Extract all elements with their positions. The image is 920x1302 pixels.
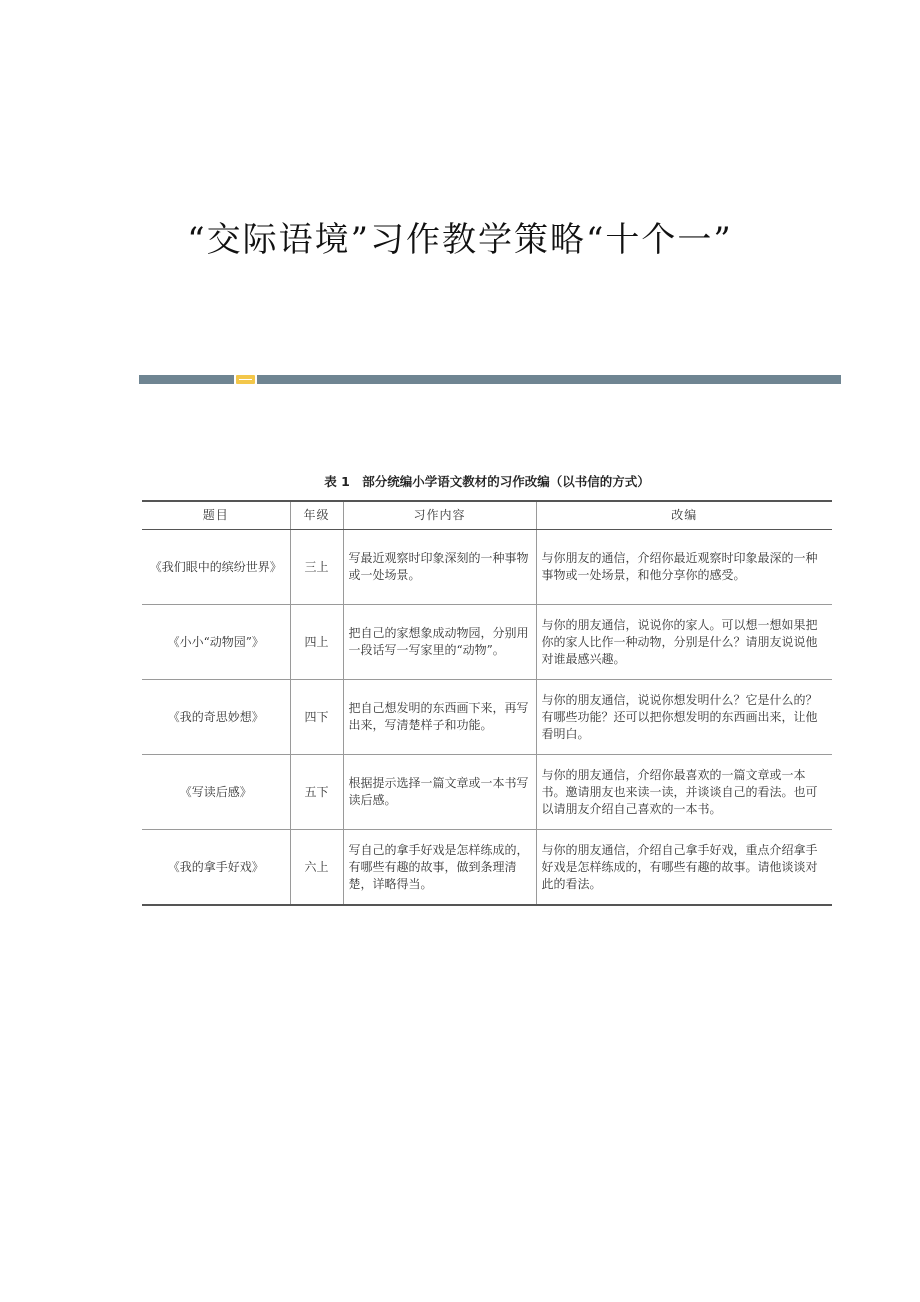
table-row — [142, 830, 832, 906]
cell-content: 把自己的家想象成动物园，分别用一段话写一写家里的“动物”。 — [343, 605, 536, 680]
cell-title: 《小小“动物园”》 — [142, 605, 290, 680]
cell-title: 《我们眼中的缤纷世界》 — [142, 530, 290, 605]
section-divider — [139, 375, 841, 384]
table-header-row — [142, 501, 832, 530]
divider-bar-right — [257, 375, 841, 384]
table-row — [142, 680, 832, 755]
table-container — [142, 500, 832, 906]
header-grade: 年级 — [290, 501, 343, 530]
adaptation-table — [142, 500, 832, 906]
table-row — [142, 755, 832, 830]
header-title: 题目 — [142, 501, 290, 530]
cell-grade: 五下 — [290, 755, 343, 830]
table-caption: 表 1 部分统编小学语文教材的习作改编（以书信的方式） — [324, 474, 650, 489]
cell-content: 根据提示选择一篇文章或一本书写读后感。 — [343, 755, 536, 830]
cell-grade: 三上 — [290, 530, 343, 605]
cell-title: 《我的奇思妙想》 — [142, 680, 290, 755]
cell-content: 写自己的拿手好戏是怎样练成的，有哪些有趣的故事，做到条理清楚，详略得当。 — [343, 830, 536, 906]
divider-badge-icon — [236, 375, 255, 384]
cell-grade: 四上 — [290, 605, 343, 680]
cell-title: 《我的拿手好戏》 — [142, 830, 290, 906]
header-adaptation: 改编 — [536, 501, 832, 530]
divider-bar-left — [139, 375, 234, 384]
cell-adaptation: 与你朋友的通信，介绍你最近观察时印象最深的一种事物或一处场景，和他分享你的感受。 — [536, 530, 832, 605]
table-row — [142, 530, 832, 605]
cell-adaptation: 与你的朋友通信，说说你的家人。可以想一想如果把你的家人比作一种动物，分别是什么？请朋友说说他对谁最感兴趣。 — [536, 605, 832, 680]
header-content: 习作内容 — [343, 501, 536, 530]
cell-title: 《写读后感》 — [142, 755, 290, 830]
cell-adaptation: 与你的朋友通信，介绍自己拿手好戏，重点介绍拿手好戏是怎样练成的，有哪些有趣的故事。请他谈谈对此的看法。 — [536, 830, 832, 906]
cell-adaptation: 与你的朋友通信，说说你想发明什么？它是什么的？有哪些功能？还可以把你想发明的东西画出来，让他看明白。 — [536, 680, 832, 755]
cell-content: 写最近观察时印象深刻的一种事物或一处场景。 — [343, 530, 536, 605]
cell-content: 把自己想发明的东西画下来，再写出来，写清楚样子和功能。 — [343, 680, 536, 755]
cell-grade: 四下 — [290, 680, 343, 755]
cell-adaptation: 与你的朋友通信，介绍你最喜欢的一篇文章或一本书。邀请朋友也来读一读，并谈谈自己的看法。也可以请朋友介绍自己喜欢的一本书。 — [536, 755, 832, 830]
cell-grade: 六上 — [290, 830, 343, 906]
document-title: “交际语境”习作教学策略“十个一” — [187, 220, 733, 260]
table-row — [142, 605, 832, 680]
